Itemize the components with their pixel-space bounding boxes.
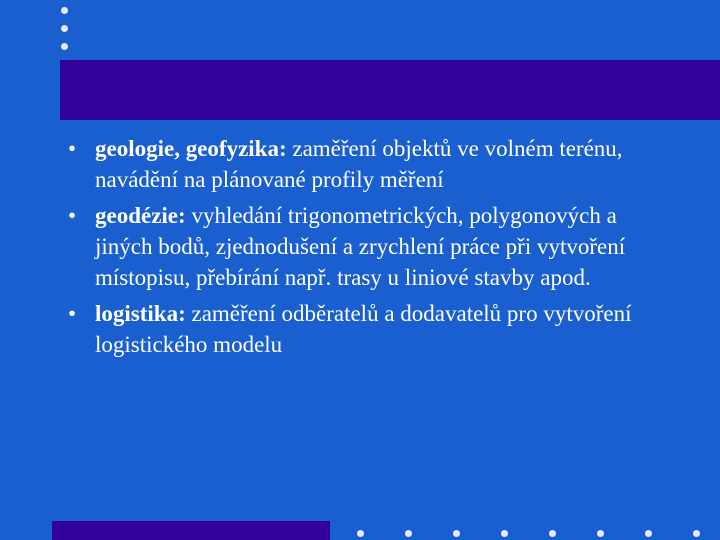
decor-dot-top-1: [61, 7, 68, 14]
decor-dot-bottom-8: [693, 530, 700, 537]
decor-dot-top-3: [61, 43, 68, 50]
bullet-term: geologie, geofyzika:: [95, 136, 287, 161]
bullet-marker: •: [68, 301, 77, 326]
decor-dot-bottom-1: [357, 530, 364, 537]
bullet-item-geologie: [60, 133, 660, 195]
decor-dot-bottom-3: [453, 530, 460, 537]
decor-dot-bottom-4: [501, 530, 508, 537]
bullet-term: logistika:: [95, 301, 186, 326]
bullet-text: zaměření objektů ve volném terénu, navádění na plánované profily měření: [95, 136, 623, 192]
bullet-item-geodezie: [60, 200, 660, 293]
decor-dot-bottom-2: [405, 530, 412, 537]
bullet-marker: •: [68, 203, 77, 228]
bullet-list: [60, 133, 660, 365]
title-bar: [60, 60, 720, 120]
bullet-term: geodézie:: [95, 203, 186, 228]
bullet-text: vyhledání trigonometrických, polygonových a jiných bodů, zjednodušení a zrychlení práce při vytvoření místopisu, přebírání např. trasy u liniové stavby apod.: [95, 203, 626, 290]
decor-dot-bottom-7: [645, 530, 652, 537]
bullet-text: zaměření odběratelů a dodavatelů pro vytvoření logistického modelu: [95, 301, 632, 357]
bullet-marker: •: [68, 136, 77, 161]
bullet-item-logistika: [60, 298, 660, 360]
decor-dot-bottom-6: [597, 530, 604, 537]
bottom-accent-bar: [52, 521, 330, 540]
decor-dot-top-2: [61, 25, 68, 32]
decor-dot-bottom-5: [549, 530, 556, 537]
